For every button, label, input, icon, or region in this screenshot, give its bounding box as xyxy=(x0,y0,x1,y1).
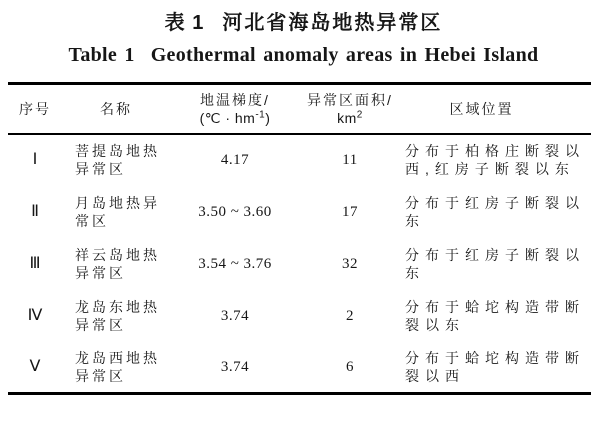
anomaly-name: 龙岛西地热异常区 xyxy=(75,349,160,384)
table-title-en xyxy=(0,42,607,68)
row-number: Ⅲ xyxy=(29,254,41,272)
table-title-zh xyxy=(0,10,607,36)
anomaly-name: 龙岛东地热异常区 xyxy=(75,298,160,333)
table-row xyxy=(8,342,591,394)
anomaly-name-cell xyxy=(62,290,170,342)
location-text: 分布于红房子断裂以东 xyxy=(405,194,585,229)
row-number: Ⅳ xyxy=(27,306,43,324)
table-number-en: Table 1 xyxy=(68,44,135,66)
header-gradient xyxy=(170,84,300,134)
header-name: 名称 xyxy=(100,100,132,117)
header-no: 序号 xyxy=(19,100,51,117)
area-value: 32 xyxy=(342,255,358,272)
anomaly-name: 月岛地热异常区 xyxy=(75,194,160,229)
anomaly-name-cell xyxy=(62,186,170,238)
gradient-unit-post: ) xyxy=(265,109,271,126)
area-unit-sup: 2 xyxy=(356,109,363,121)
table-title-zh-text: 河北省海岛地热异常区 xyxy=(222,12,443,34)
row-number: Ⅴ xyxy=(29,357,41,375)
anomaly-name-cell xyxy=(62,342,170,394)
area-unit-base: km xyxy=(337,109,357,126)
location-cell xyxy=(400,186,591,238)
anomaly-name-cell xyxy=(62,134,170,186)
location-cell xyxy=(400,134,591,186)
location-cell xyxy=(400,238,591,290)
area-value: 17 xyxy=(342,203,358,220)
gradient-value: 3.74 xyxy=(220,307,250,324)
table-row xyxy=(8,134,591,186)
area-value: 2 xyxy=(346,307,354,324)
gradient-value: 4.17 xyxy=(220,152,250,168)
location-cell xyxy=(400,290,591,342)
area-value: 11 xyxy=(342,152,358,168)
gradient-unit-pre: (℃ · hm xyxy=(199,109,256,126)
location-text: 分布于蛤坨构造带断裂以西 xyxy=(405,349,585,384)
location-text: 分布于柏格庄断裂以西,红房子断裂以东 xyxy=(405,143,585,177)
header-area xyxy=(300,84,400,134)
header-gradient-unit xyxy=(170,109,300,127)
header-row xyxy=(8,84,591,134)
table-header xyxy=(8,84,591,134)
gradient-unit-sup: -1 xyxy=(255,109,266,121)
header-location: 区域位置 xyxy=(449,100,514,117)
table-row xyxy=(8,186,591,238)
header-area-label: 异常区面积/ xyxy=(307,91,393,108)
gradient-value: 3.50 ~ 3.60 xyxy=(198,203,272,220)
table-row xyxy=(8,290,591,342)
geothermal-anomaly-table xyxy=(8,82,591,395)
row-number: Ⅰ xyxy=(32,151,38,168)
anomaly-name: 菩提岛地热异常区 xyxy=(75,143,160,177)
header-area-unit xyxy=(300,109,400,127)
location-text: 分布于蛤坨构造带断裂以东 xyxy=(405,298,585,333)
location-cell xyxy=(400,342,591,394)
row-number: Ⅱ xyxy=(31,202,39,220)
location-text: 分布于红房子断裂以东 xyxy=(405,246,585,281)
table-row xyxy=(8,238,591,290)
table-number-zh: 表 1 xyxy=(164,12,205,34)
gradient-value: 3.54 ~ 3.76 xyxy=(198,255,272,272)
anomaly-name: 祥云岛地热异常区 xyxy=(75,246,160,281)
area-value: 6 xyxy=(346,358,354,375)
gradient-value: 3.74 xyxy=(220,358,250,375)
header-gradient-label: 地温梯度/ xyxy=(200,91,270,108)
table-title-en-text: Geothermal anomaly areas in Hebei Island xyxy=(150,44,539,66)
table-body xyxy=(8,134,591,394)
anomaly-name-cell xyxy=(62,238,170,290)
